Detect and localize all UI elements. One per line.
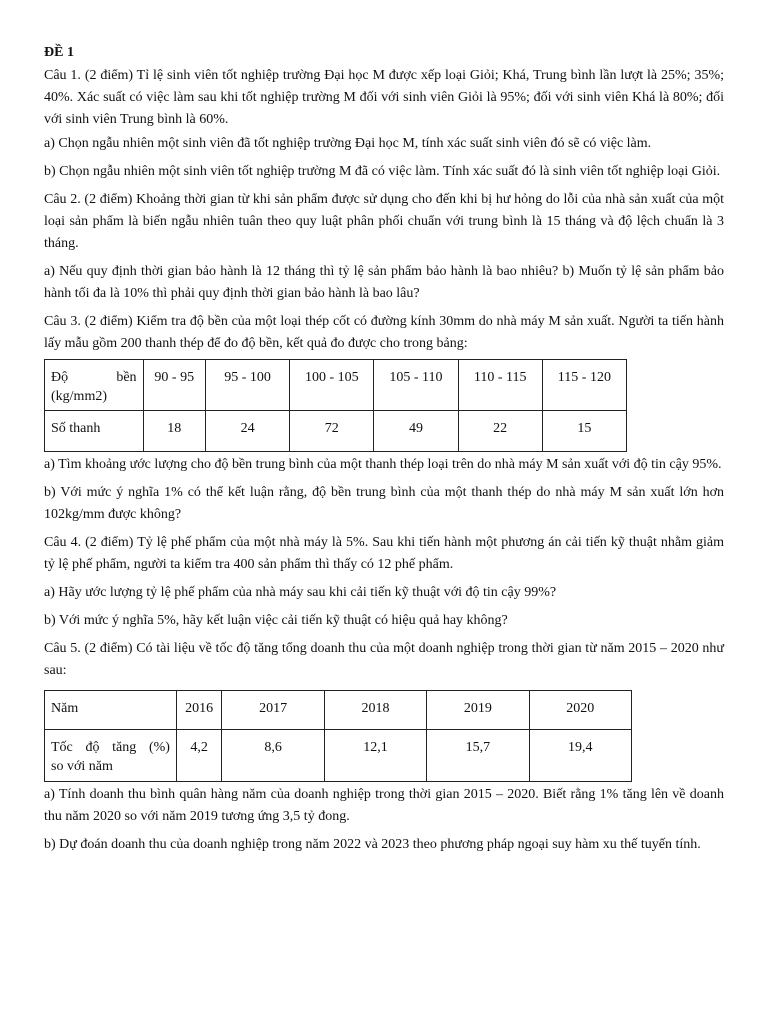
table-header-cell: Độ bền (kg/mm2) [45, 360, 144, 411]
table-cell: 115 - 120 [542, 360, 626, 411]
table-cell: 22 [458, 411, 542, 452]
table-cell: 2020 [529, 691, 631, 730]
table-cell: 2018 [324, 691, 426, 730]
table-cell: 95 - 100 [205, 360, 289, 411]
table-cell: 18 [143, 411, 205, 452]
question-5-part-a: a) Tính doanh thu bình quân hàng năm của doanh nghiệp trong thời gian 2015 – 2020. Biết rằng 1% tăng lên về doanh thu năm 2020 so với năm 2019 tương ứng 3,5 tỷ đong. [44, 787, 724, 824]
table-row-label: Số thanh [45, 411, 144, 452]
table-row-label: Tốc độ tăng (%) so với năm [45, 730, 177, 782]
exam-page [44, 42, 724, 862]
table-cell: 4,2 [176, 730, 221, 782]
table-row [45, 730, 632, 782]
table-cell: 12,1 [324, 730, 426, 782]
question-4-part-a: a) Hãy ước lượng tỷ lệ phế phẩm của nhà máy sau khi cải tiến kỹ thuật với độ tin cậy 99%? [44, 585, 557, 600]
question-4: Câu 4. (2 điểm) Tỷ lệ phế phẩm của một nhà máy là 5%. Sau khi tiến hành một phương án cải tiến kỹ thuật nhằm giảm tỷ lệ phế phẩm, người ta kiểm tra 400 sản phẩm thì thấy có 12 phế phẩm. [44, 535, 724, 572]
question-5: Câu 5. (2 điểm) Có tài liệu về tốc độ tăng tổng doanh thu của một doanh nghiệp trong thời gian từ năm 2015 – 2020 như sau: [44, 641, 724, 678]
strength-table [44, 359, 627, 452]
table-cell: 2017 [222, 691, 324, 730]
table-cell: 72 [290, 411, 374, 452]
table-cell: 8,6 [222, 730, 324, 782]
question-5-part-b: b) Dự đoán doanh thu của doanh nghiệp trong năm 2022 và 2023 theo phương pháp ngoại suy hàm xu thế tuyến tính. [44, 837, 701, 852]
revenue-table [44, 690, 632, 782]
table-cell: 110 - 115 [458, 360, 542, 411]
table-cell: 24 [205, 411, 289, 452]
table-row [45, 691, 632, 730]
exam-title: ĐỀ 1 [44, 45, 74, 60]
question-3: Câu 3. (2 điểm) Kiểm tra độ bền của một loại thép cốt có đường kính 30mm do nhà máy M sản xuất. Người ta tiến hành lấy mẫu gồm 200 thanh thép để đo độ bền, kết quả đo được cho trong bảng: [44, 314, 724, 351]
question-1-part-a: a) Chọn ngẫu nhiên một sinh viên đã tốt nghiệp trường Đại học M, tính xác suất sinh viên đó sẽ có việc làm. [44, 136, 652, 151]
table-cell: 49 [374, 411, 458, 452]
table-cell: 105 - 110 [374, 360, 458, 411]
question-4-part-b: b) Với mức ý nghĩa 5%, hãy kết luận việc cải tiến kỹ thuật có hiệu quả hay không? [44, 613, 508, 628]
question-2-parts: a) Nếu quy định thời gian bảo hành là 12 tháng thì tỷ lệ sản phẩm bảo hành là bao nhiêu? b) Muốn tỷ lệ sản phẩm bảo hành tối đa là 10% thì phải quy định thời gian bảo hành là bao lâu? [44, 264, 724, 301]
table-cell: 90 - 95 [143, 360, 205, 411]
table-cell: 15,7 [427, 730, 529, 782]
question-1-part-b: b) Chọn ngẫu nhiên một sinh viên tốt nghiệp trường M đã có việc làm. Tính xác suất đó là sinh viên tốt nghiệp loại Giỏi. [44, 164, 721, 179]
table-cell: 100 - 105 [290, 360, 374, 411]
table-cell: 15 [542, 411, 626, 452]
table-cell: 2016 [176, 691, 221, 730]
table-row [45, 360, 627, 411]
table-row [45, 411, 627, 452]
question-3-part-b: b) Với mức ý nghĩa 1% có thể kết luận rằng, độ bền trung bình của một thanh thép do nhà máy M sản xuất lớn hơn 102kg/mm được không? [44, 485, 724, 522]
table-cell: 2019 [427, 691, 529, 730]
table-cell: 19,4 [529, 730, 631, 782]
table-row-label: Năm [45, 691, 177, 730]
question-2: Câu 2. (2 điểm) Khoảng thời gian từ khi sản phẩm được sử dụng cho đến khi bị hư hỏng do lỗi của nhà sản xuất của một loại sản phẩm là biến ngẫu nhiên tuân theo quy luật phân phối chuẩn với trung bình là 15 tháng và độ lệch chuẩn là 3 tháng. [44, 192, 724, 251]
question-1: Câu 1. (2 điểm) Tỉ lệ sinh viên tốt nghiệp trường Đại học M được xếp loại Giỏi; Khá, Trung bình lần lượt là 25%; 35%; 40%. Xác suất có việc làm sau khi tốt nghiệp trường M đối với sinh viên Giỏi là 95%; đối với sinh viên Khá là 80%; đối với sinh viên Trung bình là 60%. [44, 68, 724, 127]
question-3-part-a: a) Tìm khoảng ước lượng cho độ bền trung bình của một thanh thép loại trên do nhà máy M sản xuất với độ tin cậy 95%. [44, 457, 722, 472]
